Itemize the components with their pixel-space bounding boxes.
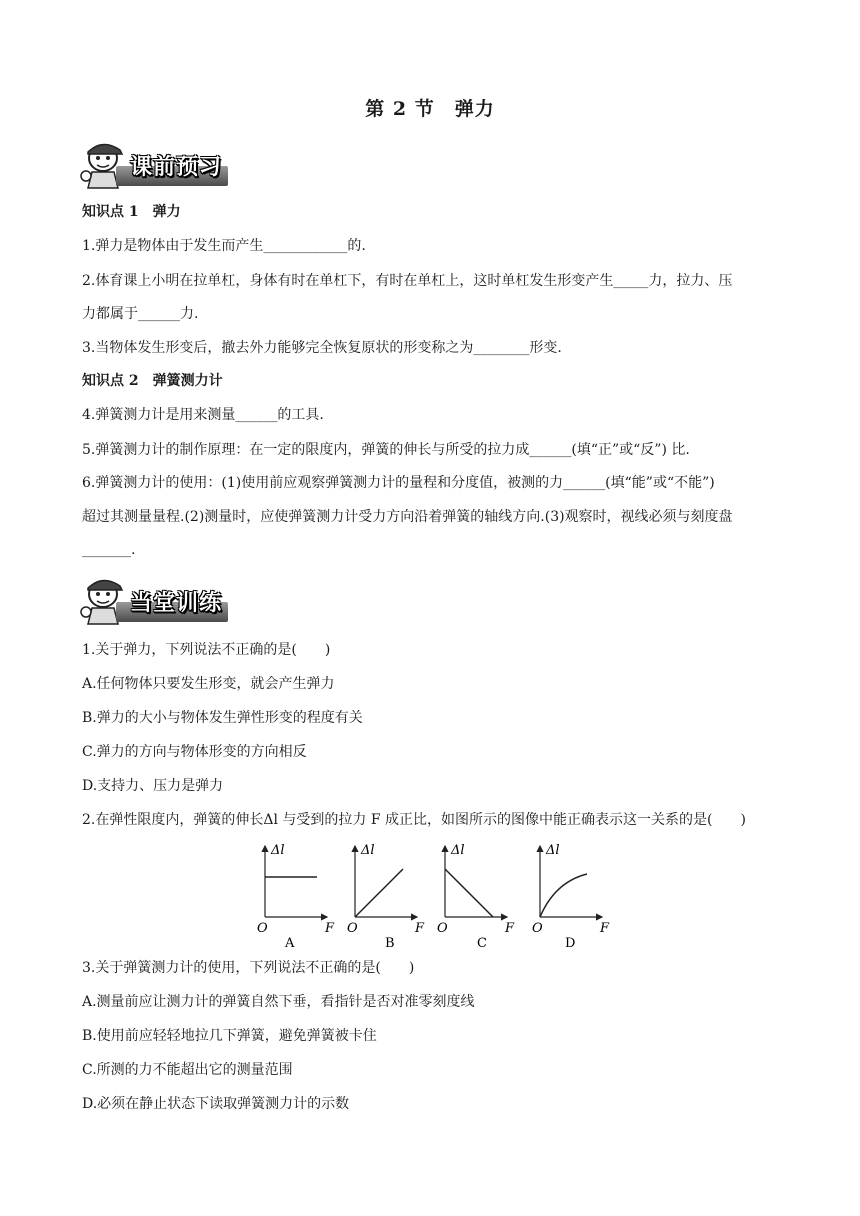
knowledge-point-1: 知识点 1 弹力 (82, 204, 181, 220)
knowledge-point-2: 知识点 2 弹簧测力计 (82, 373, 223, 389)
graph-c-line (445, 869, 493, 917)
graph-d-y-label: Δl (546, 843, 560, 858)
banner-title: 当堂训练 (130, 591, 223, 616)
graph-c-caption: C (477, 936, 487, 951)
graph-d-x-label: F (600, 921, 610, 936)
graph-b-line (355, 869, 403, 917)
practice-3-option-a: A.测量前应让测力计的弹簧自然下垂，看指针是否对准零刻度线 (82, 994, 475, 1010)
practice-3-option-b: B.使用前应轻轻地拉几下弹簧，避免弹簧被卡住 (82, 1028, 377, 1044)
practice-3-option-d: D.必须在静止状态下读取弹簧测力计的示数 (82, 1096, 350, 1112)
question-2-line-1: 2.体育课上小明在拉单杠，身体有时在单杠下，有时在单杠上，这时单杠发生形变产生_____力，拉力、压 (82, 273, 733, 289)
graph-a-x-label: F (325, 921, 335, 936)
graph-b-caption: B (385, 936, 395, 951)
practice-1-option-c: C.弹力的方向与物体形变的方向相反 (82, 744, 307, 760)
practice-1-option-a: A.任何物体只要发生形变，就会产生弹力 (82, 676, 335, 692)
practice-3-option-c: C.所测的力不能超出它的测量范围 (82, 1062, 293, 1078)
graph-d (532, 843, 610, 951)
graph-c-y-label: Δl (451, 843, 465, 858)
question-1: 1.弹力是物体由于发生而产生____________的. (82, 238, 366, 254)
practice-1-option-d: D.支持力、压力是弹力 (82, 778, 224, 794)
practice-2: 2.在弹性限度内，弹簧的伸长Δl 与受到的拉力 F 成正比，如图所示的图像中能正确表示这一关系的是( ) (82, 812, 746, 828)
graph-b-y-label: Δl (361, 843, 375, 858)
graph-c-x-label: F (505, 921, 515, 936)
practice-banner (78, 574, 228, 626)
graph-a-caption: A (285, 936, 295, 951)
banner-title: 课前预习 (130, 155, 223, 180)
graph-d-origin: O (532, 921, 543, 936)
graph-b (347, 843, 425, 951)
practice-1-option-b: B.弹力的大小与物体发生弹性形变的程度有关 (82, 710, 363, 726)
question-6-line-1: 6.弹簧测力计的使用：(1)使用前应观察弹簧测力计的量程和分度值，被测的力______(填“能”或“不能”) (82, 475, 715, 491)
question-3: 3.当物体发生形变后，撤去外力能够完全恢复原状的形变称之为________形变. (82, 340, 562, 356)
graph-b-x-label: F (415, 921, 425, 936)
question-6-line-2: 超过其测量量程.(2)测量时，应使弹簧测力计受力方向沿着弹簧的轴线方向.(3)观察时，视线必须与刻度盘 (82, 509, 733, 525)
preview-banner (78, 138, 228, 190)
page-title: 第 2 节 弹力 (365, 98, 495, 120)
graph-d-curve (540, 874, 587, 917)
question-2-line-2: 力都属于______力. (82, 306, 199, 322)
question-6-line-3: _______. (82, 542, 136, 558)
graph-a-origin: O (257, 921, 268, 936)
graph-a (257, 843, 335, 951)
graph-c-origin: O (437, 921, 448, 936)
graph-c (437, 843, 515, 951)
graph-a-y-label: Δl (271, 843, 285, 858)
graph-b-origin: O (347, 921, 358, 936)
question-5: 5.弹簧测力计的制作原理：在一定的限度内，弹簧的伸长与所受的拉力成______(填“正”或“反”) 比. (82, 442, 690, 458)
question-4: 4.弹簧测力计是用来测量______的工具. (82, 407, 324, 423)
practice-3: 3.关于弹簧测力计的使用，下列说法不正确的是( ) (82, 960, 415, 976)
graph-d-caption: D (565, 936, 576, 951)
answer-graphs (255, 842, 615, 952)
practice-1: 1.关于弹力，下列说法不正确的是( ) (82, 642, 331, 658)
